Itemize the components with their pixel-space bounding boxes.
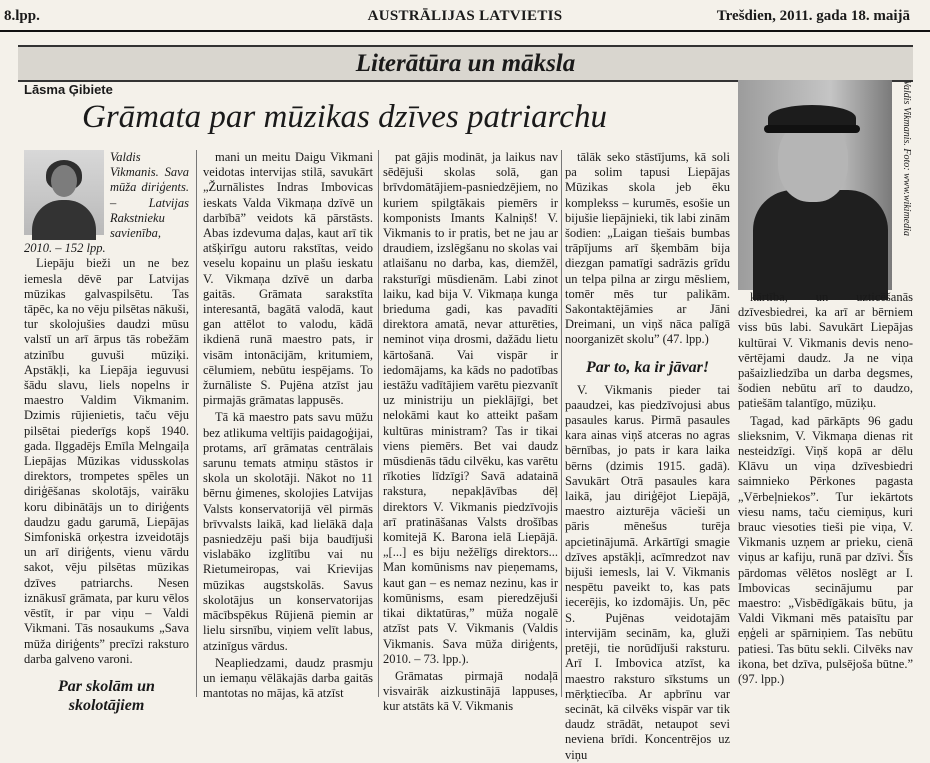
article-headline: Grāmata par mūzikas dzīves patriarchu: [82, 99, 607, 135]
page-number: 8.lpp.: [4, 8, 40, 24]
article-author: Lāsma Ģibiete: [24, 82, 113, 97]
paragraph: Neapliedzami, daudz prasmju un iemaņu vēlākajās darba gaitās mantotas no mājas, kā atzīst: [203, 655, 373, 701]
newspaper-name: AUSTRĀLIJAS LATVIETIS: [367, 8, 563, 24]
paragraph: tālāk seko stāstījums, kā soli pa solim tapusi Liepājas Mūzikas skola jeb ēku komplekss – kurumēs, esošie un bijušie liepājnieki, tik labi zinām šodien: „Laigan tiešais bumbas trāpījums arī šķembām bija diezgan pamatīgi sadrāzis grīdu un telpa pilna ar zirgu mēsliem, tomēr mēs tur palikām. Sakontaktējāmies ar Jāni Dreimani, un viņš nāca palīgā noorganizēt skolu” (47. lpp.): [565, 150, 730, 347]
paragraph: kārtība, un uzticēšanās dzīvesbiedrei, ka arī ar bērniem viss būs labi. Savukārt Liepājas kultūrai V. Vikmanis devis nenovērtējami daudz. Ja ne viņa pašaizliedzība un darba degsmes, šodien nebūtu arī to daudzo, patiešām talantīgo, mūziķu.: [738, 290, 913, 411]
section-title: Literātūra un māksla: [18, 45, 913, 82]
book-caption: Valdis Vikmanis. Sava mūža diriģents. – Latvijas Rakstnieku savienība, 2010. – 152 lpp.: [24, 150, 189, 256]
column-divider: [378, 150, 379, 697]
article-column-5: [738, 290, 913, 697]
vikmanis-portrait-photo: [738, 80, 892, 290]
issue-date: Trešdien, 2011. gada 18. maijā: [716, 8, 910, 24]
subheading: Par skolām un skolotājiem: [58, 677, 155, 714]
paragraph: Grāmatas pirmajā nodaļā visvairāk aizkustinājā lappuses, kur atstāts kā V. Vikmanis: [383, 668, 558, 714]
paragraph: mani un meitu Daigu Vikmani veidotas intervijas stilā, savukārt „Žurnālistes Indras Imbovicas ieskats Valda Vikmaņa dzīvē un darbībā” veidots kā pārstāsts. Abas izdevuma daļas, kaut arī tik atšķirīgu autoru rakstītas, veido veselu kopainu un plašu ieskatu V. Vikmaņa dzīvē un darba gaitās. Grāmata sarakstīta interesantā, bagātā valodā, kaut gan attēlot to valodu, kādā ikdienā runā maestro pats, ir visām intonācijām, kritumiem, cēlumiem, nebūtu iespējams. To žurnāliste S. Pujēna atzīst jau pirmajās grāmatas lappusēs.: [203, 150, 373, 408]
article-column-2: [203, 150, 373, 701]
book-cover-photo: [24, 150, 104, 235]
newspaper-header: [0, 0, 930, 32]
paragraph: Tagad, kad pārkāpts 96 gadu slieksnim, V. Vikmaņa dienas rit nesteidzīgi. Viņš kopā ar dēlu Klāvu un viņa dzīvesbiedri saimnieko Pērkones pagasta „Vērbeļniekos”. Tur iekārtots viesu nams, taču ciemiņus, kuri brauc viesoties tieši pie viņa, V. Vikmanis uzņem ar prieku, cienā viņus ar kafiju, runā par dzīvi. Šīs pārdomas vēlētos noslēgt ar I. Imbovicas secinājumu par maestro: „Visbēdīgākais būtu, ja Valdi Vikmani mēs pataisītu par eņģeli ar spārniņiem. Tas nebūtu patiesi. Tas būtu sekli. Cilvēks nav ikona, bet dzīva, pulsējoša būtne.” (97. lpp.): [738, 413, 913, 687]
photo-caption: Valdis Vikmanis. Foto: www.wikimedia: [901, 80, 912, 237]
paragraph: V. Vikmanis pieder tai paaudzei, kas piedzīvojusi abus pasaules karus. Pirmā pasaules kara ainas viņš atceras no agras bērnības, jo pats ir kara laika bērns (dzimis 1915. gadā). Savukārt Otrā pasaules kara laikā, jau diriģējot Liepājā, maestro aizturēja vācieši un pāris mēnešus turēja apcietinājumā. Arkārtīgi smagie dzīves apstākļi, acīmredzot nav bijuši iemesls, lai V. Vikmanis nespētu paveikt to, kas pats iecerējis, ko izdomājis. Un, pēc S. Pujēnas veidotajām intervijām secinām, ka, gluži pretēji, tie norūdījuši raksturu. Arī I. Imbovica atzīst, ka maestro raksturo sīkstums un mērķtiecība. Ar apbrīnu var secināt, kā cilvēks vispār var tik daudz strādāt, netaupot sevi neviena brīdi. Koncentrējos uz viņu: [565, 382, 730, 762]
article-column-4: [565, 150, 730, 762]
paragraph: Liepāju bieži un ne bez iemesla dēvē par Latvijas mūzikas galvaspilsētu. Tas tāpēc, ka no vēju pilsētas nākuši, tur skolojušies daudzi mūsu valstī un arī ārpus tās robežām atzinību guvuši mūziķi. Apstākļi, ka Liepāja ieguvusi šādu slavu, liels nopelns ir maestro Valdim Vikmanim. Dzimis rūjienietis, taču vēju pilsētai piederīgs kopš 1940. gada. Ilggadējs Emīla Melngaiļa Liepājas Mūzikas vidusskolas direktors, trompetes spēles un diriģēšanas skolotājs, vairāku koru dibinātājs un to diriģents daudzu gadu garumā, Liepājas Simfoniskā orķestra izveidotājs un arī diriģents, vienu vārdu sakot, vēju pilsētas mūzikas dzīves patriarchs. Nesen iznākusī grāmata, par kuru vēlos vēstīt, ir par viņu – Valdi Vikmani. Tās nosaukums „Sava mūža diriģents” precīzi raksturo darba galveno varoni.: [24, 256, 189, 666]
article-column-3: [383, 150, 558, 714]
column-divider: [196, 150, 197, 697]
paragraph: pat gājis modināt, ja laikus nav sēdējuši skolas solā, gan brīvdomātājiem-pasniedzējiem, no kuriem spilgtākais piemērs ir komponists Imants Kalniņš! V. Vikmanis to ir pratis, bet ne jau ar draudiem, izslēgšanu no skolas vai atlaišanu no darba, kas, diemžēl, raksturīgi mūsdienām. Labi zinot laiku, kad bija V. Vikmaņa kunga brieduma gadi, kas pavadīti direktora amatā, nevar atturēties, neminot viņa drosmi, dažādu lietu kārtošanā. Vai vispār ir iedomājams, ka kāds no padotības iestāžu vadītājiem varētu piezvanīt uz ministriju un pieklājīgi, bet nelokāmi kaut ko atteikt pašam kultūras ministram? Tas ir tikai viens piemērs. Bet vai daudz mūsdienās tādu cilvēku, kas varētu rīkoties līdzīgi? Savā adatainā rakstura, nepakļāvības dēļ direktors V. Vikmanis piedzīvojis arī pratināšanas Valsts drošības komitejā K. Barona ielā Liepājā. „[...] es biju nežēlīgs direktors... Man komūnisms nav pieņemams, kaut gan – es nemaz nezinu, kas ir komūnisms, esam pieredzējuši tikai diktatūras,” mūža nogalē atzīst pats V. Vikmanis (Valdis Vikmanis. Sava mūža diriģents, 2010. – 73. lpp.).: [383, 150, 558, 666]
paragraph: Tā kā maestro pats savu mūžu bez atlikuma veltījis paidagoģijai, protams, arī grāmatas centrālais sarunu temats atmiņu stāstos ir skola un skolotāji. Nākot no 11 bērnu ģimenes, skolojies Latvijas Valsts konservatorijā vēl pirmās brīvvalsts laikā, kad lielākā daļa pasniedzēju paši bija baudījuši vislabāko izglītību vai nu Rietumeiropas, vai Krievijas mūzikas augstskolās. Savus skolotājus un konservatorijas mācībspēkus Rūjienā piemin ar lielu sirsnību, viņiem velīt labus, atzinīgus vārdus.: [203, 410, 373, 653]
column-divider: [561, 150, 562, 697]
article-column-1: [24, 150, 189, 714]
subheading: Par to, ka ir jāvar!: [585, 358, 710, 376]
